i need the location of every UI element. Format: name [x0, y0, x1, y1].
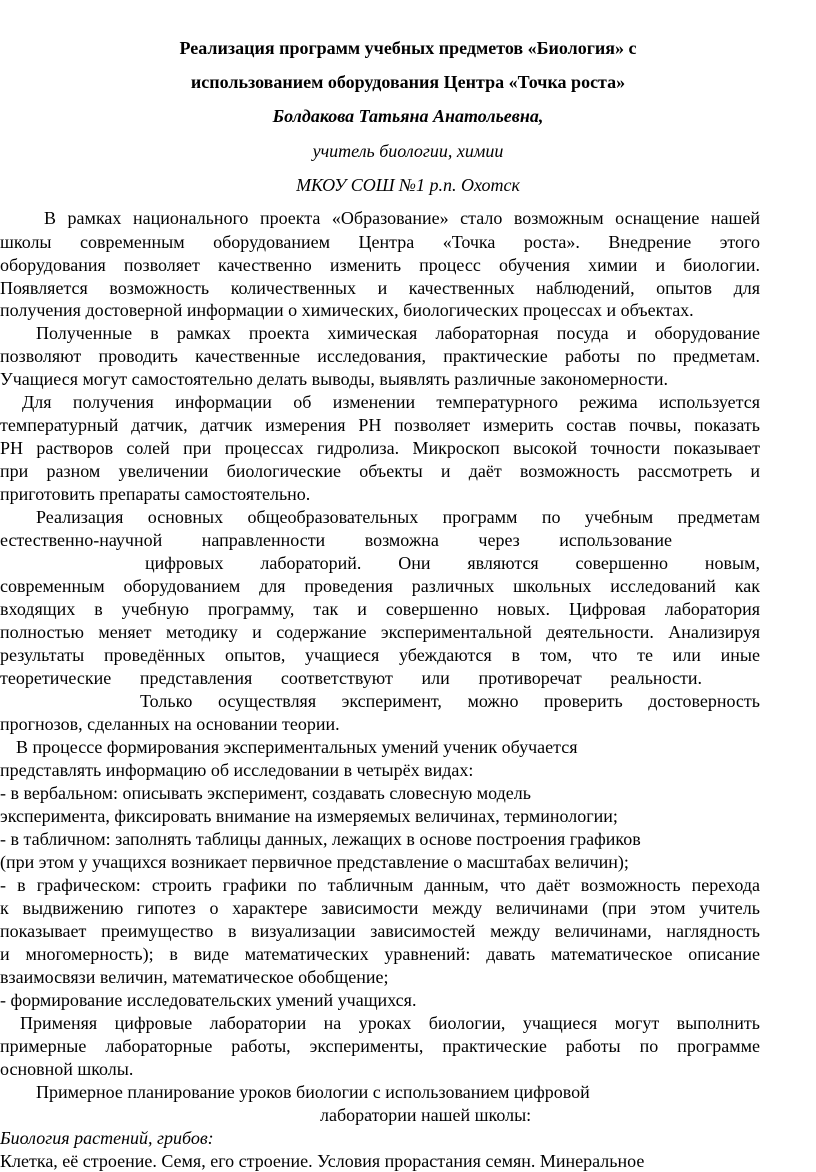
paragraph-line: Для получения информации об изменении температурного режима используется — [22, 392, 760, 412]
paragraph-line: Появляется возможность количественных и качественных наблюдений, опытов для — [0, 278, 760, 298]
list-item: - в табличном: заполнять таблицы данных, лежащих в основе построения графиков — [0, 829, 641, 849]
paragraph-line: Полученные в рамках проекта химическая лабораторная посуда и оборудование — [36, 323, 760, 343]
paragraph-line: РН растворов солей при процессах гидролиза. Микроскоп высокой точности показывает — [0, 438, 760, 458]
title-line-1: Реализация программ учебных предметов «Биология» с — [179, 38, 637, 58]
paragraph-line: школы современным оборудованием Центра «Точка роста». Внедрение этого — [0, 232, 760, 252]
paragraph-line: температурный датчик, датчик измерения РН позволяет измерить состав почвы, показать — [0, 415, 760, 435]
paragraph-line: В процессе формирования экспериментальных умений ученик обучается — [16, 737, 578, 757]
paragraph-line: взаимосвязи величин, математическое обобщение; — [0, 967, 389, 987]
list-item: - формирование исследовательских умений учащихся. — [0, 990, 417, 1010]
paragraph-line: Клетка, её строение. Семя, его строение. Условия прорастания семян. Минеральное — [0, 1151, 645, 1171]
paragraph-line: оборудования позволяет качественно изменить процесс обучения химии и биологии. — [0, 255, 760, 275]
paragraph-line: получения достоверной информации о химических, биологических процессах и объектах. — [0, 300, 694, 320]
list-item: - в вербальном: описывать эксперимент, создавать словесную модель — [0, 783, 531, 803]
paragraph-line: примерные лабораторные работы, эксперименты, практические работы по программе — [0, 1036, 760, 1056]
paragraph-line: представлять информацию об исследовании в четырёх видах: — [0, 760, 474, 780]
section-heading-line-2: лаборатории нашей школы: — [320, 1105, 532, 1125]
paragraph-line: к выдвижению гипотез о характере зависимости между величинами (при этом учитель — [0, 898, 760, 918]
author-position: учитель биологии, химии — [312, 141, 504, 161]
section-heading-line-1: Примерное планирование уроков биологии с использованием цифровой — [36, 1082, 590, 1102]
paragraph-line: при разном увеличении биологические объекты и даёт возможность рассмотреть и — [0, 461, 760, 481]
paragraph-line: Реализация основных общеобразовательных программ по учебным предметам — [36, 507, 760, 527]
paragraph-line: позволяют проводить качественные исследования, практические работы по предметам. — [0, 346, 760, 366]
paragraph-line: современным оборудованием для проведения различных школьных исследований как — [0, 576, 760, 596]
author-school: МКОУ СОШ №1 р.п. Охотск — [296, 175, 520, 195]
paragraph-line: цифровых лабораторий. Они являются совершенно новым, — [145, 553, 760, 573]
paragraph-line: входящих в учебную программу, так и совершенно новых. Цифровая лаборатория — [0, 599, 760, 619]
subsection-heading: Биология растений, грибов: — [0, 1128, 214, 1148]
title-line-2: использованием оборудования Центра «Точка роста» — [190, 72, 626, 92]
paragraph-line: показывает преимущество в визуализации зависимостей между величинами, наглядность — [0, 921, 760, 941]
paragraph-line: результаты проведённых опытов, учащиеся убеждаются в том, что те или иные — [0, 645, 760, 665]
paragraph-line: и многомерность); в виде математических уравнений: давать математическое описание — [0, 944, 760, 964]
paragraph-line: В рамках национального проекта «Образование» стало возможным оснащение нашей — [44, 208, 760, 228]
paragraph-line: полностью меняет методику и содержание экспериментальной деятельности. Анализируя — [0, 622, 760, 642]
paragraph-line: естественно-научной направленности возможна через использование — [0, 530, 672, 550]
paragraph-line: (при этом у учащихся возникает первичное представление о масштабах величин); — [0, 852, 629, 872]
paragraph-line: Учащиеся могут самостоятельно делать выводы, выявлять различные закономерности. — [0, 369, 668, 389]
author-name: Болдакова Татьяна Анатольевна, — [272, 106, 544, 126]
paragraph-line: приготовить препараты самостоятельно. — [0, 484, 311, 504]
paragraph-line: эксперимента, фиксировать внимание на измеряемых величинах, терминологии; — [0, 806, 618, 826]
paragraph-line: прогнозов, сделанных на основании теории. — [0, 714, 340, 734]
paragraph-line: Применяя цифровые лаборатории на уроках биологии, учащиеся могут выполнить — [20, 1013, 760, 1033]
paragraph-line: основной школы. — [0, 1059, 134, 1079]
list-item: - в графическом: строить графики по табличным данным, что даёт возможность перехода — [0, 875, 760, 895]
paragraph-line: теоретические представления соответствуют или противоречат реальности. — [0, 668, 702, 688]
paragraph-line: Только осуществляя эксперимент, можно проверить достоверность — [140, 691, 760, 711]
